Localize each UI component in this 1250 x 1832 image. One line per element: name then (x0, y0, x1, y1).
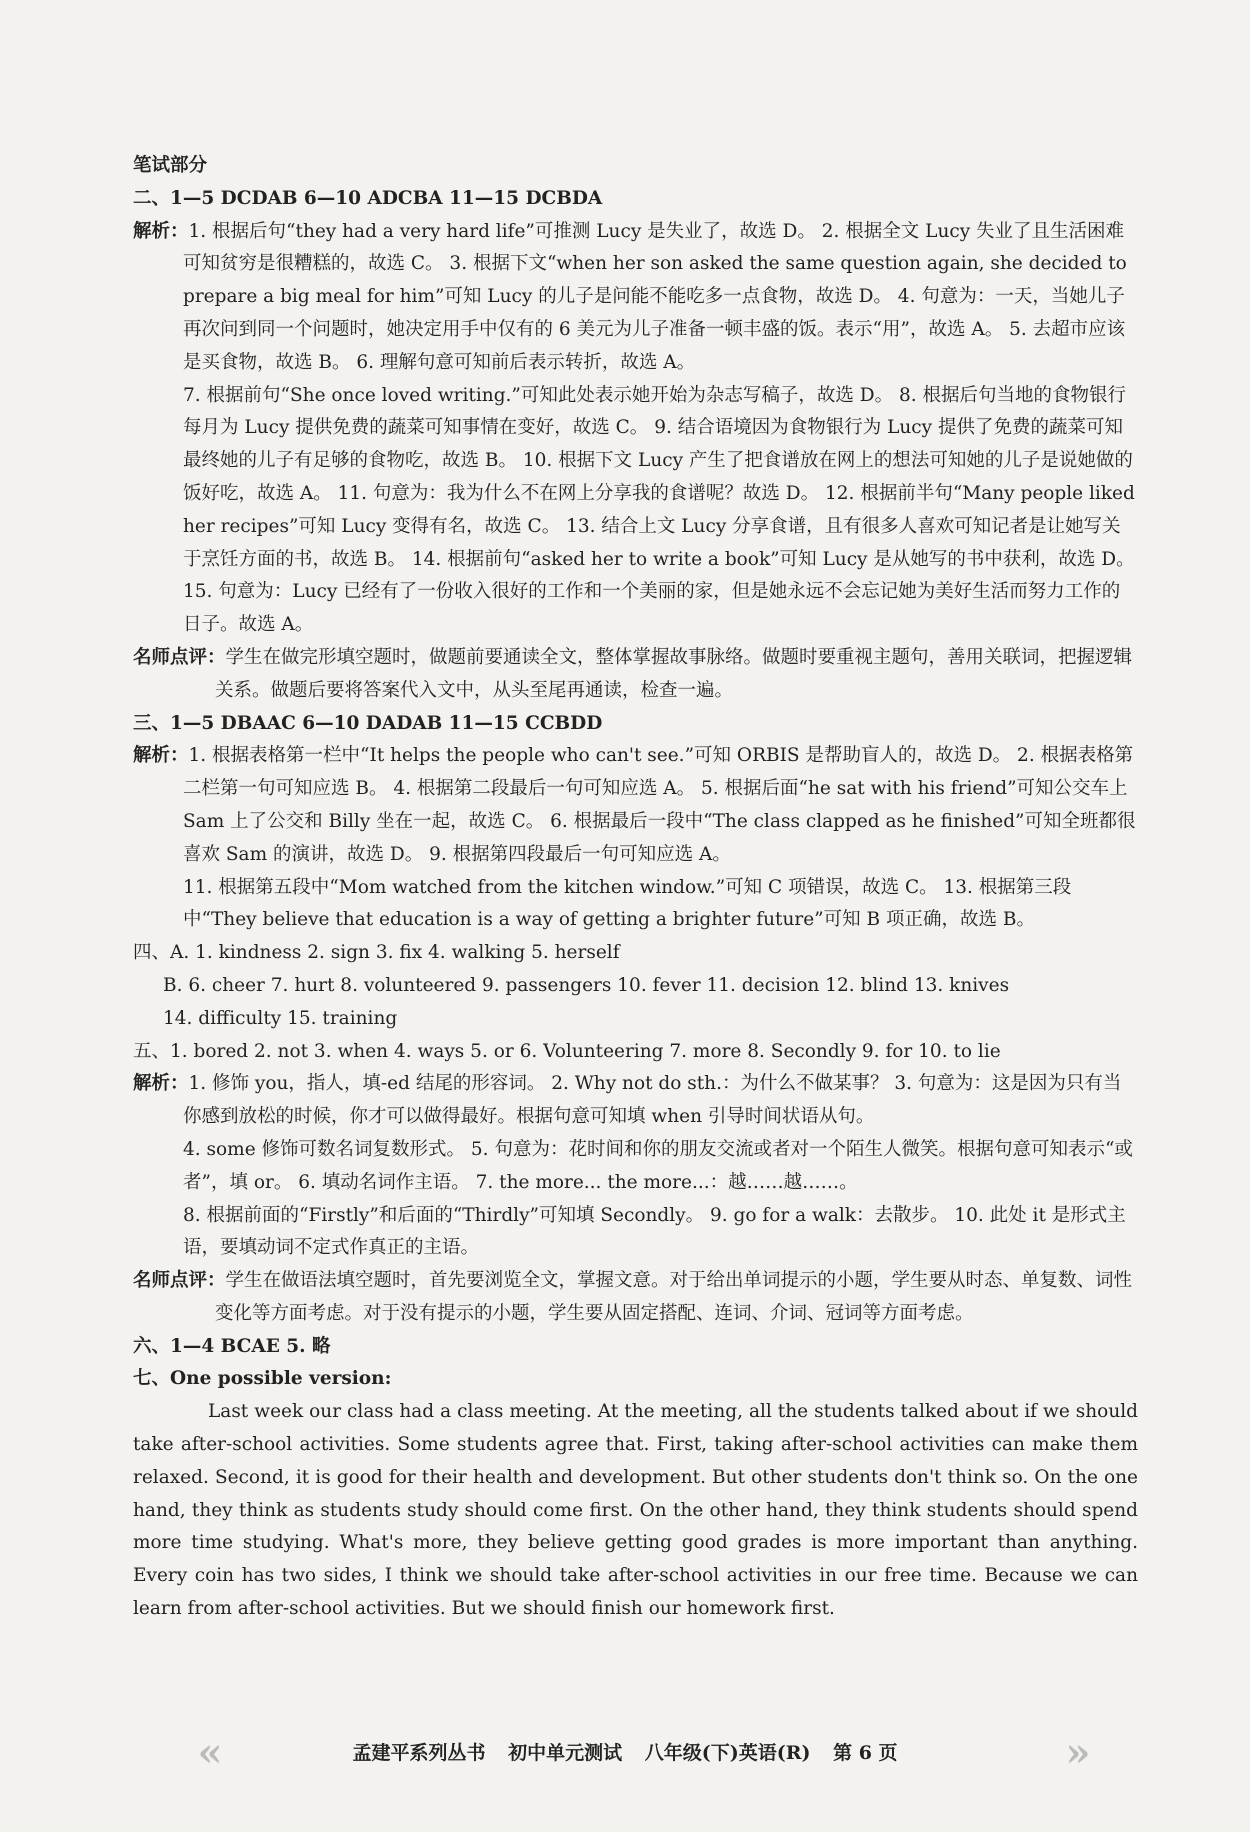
s6-answers: 六、1—4 BCAE 5. 略 (133, 1335, 331, 1357)
s3-answers: 三、1—5 DBAAC 6—10 DADAB 11—15 CCBDD (133, 712, 603, 734)
s7-essay: Last week our class had a class meeting. At the meeting, all the students talked about if we should take after-school activities. Some students agree that. First, taking after-school activities can make them relaxed. Second, it is good for their health and development. But other students don't think so. On the one hand, they think as students study should come first. On the other hand, they think students should spend more time studying. What's more, they believe getting good grades is more important than anything. Every coin has two sides, I think we should take after-school activities in our free time. Because we can learn from after-school activities. But we should finish our homework first. (133, 1401, 1138, 1620)
footer-grade: 八年级(下)英语(R) (644, 1742, 811, 1764)
s3-analysis-label: 解析： (133, 745, 189, 767)
footer-page: 第 6 页 (833, 1742, 898, 1764)
s5-analysis-label: 解析： (133, 1073, 189, 1095)
s4-line1: 四、A. 1. kindness 2. sign 3. fix 4. walking 5. herself (133, 942, 620, 964)
s2-answers: 二、1—5 DCDAB 6—10 ADCBA 11—15 DCBDA (133, 187, 603, 209)
s5-comment-label: 名师点评： (133, 1270, 226, 1292)
chevron-right-icon: » (1065, 1729, 1091, 1776)
s2-analysis (133, 216, 1138, 380)
s5-analysis-p1: 1. 修饰 you，指人，填-ed 结尾的形容词。 2. Why not do sth.：为什么不做某事？ 3. 句意为：这是因为只有当你感到放松的时候，你才可以做得最好。根据句意可知填 when 引导时间状语从句。 (183, 1073, 1122, 1128)
s5-analysis-p2: 4. some 修饰可数名词复数形式。 5. 句意为：花时间和你的朋友交流或者对一个陌生人微笑。根据句意可知表示“或者”，填 or。 6. 填动名词作主语。 7. the more... the more...：越……越……。 (183, 1138, 1133, 1193)
s5-analysis-p3: 8. 根据前面的“Firstly”和后面的“Thirdly”可知填 Secondly。 9. go for a walk：去散步。 10. 此处 it 是形式主语，要填动词不定式作真正的主语。 (183, 1204, 1126, 1259)
s4-line2: B. 6. cheer 7. hurt 8. volunteered 9. passengers 10. fever 11. decision 12. blind 13. knives (163, 974, 1010, 996)
s4-line3: 14. difficulty 15. training (163, 1007, 398, 1029)
s2-comment-text: 学生在做完形填空题时，做题前要通读全文，整体掌握故事脉络。做题时要重视主题句，善用关联词，把握逻辑关系。做题后要将答案代入文中，从头至尾再通读，检查一遍。 (215, 646, 1133, 701)
s5-answers: 五、1. bored 2. not 3. when 4. ways 5. or 6. Volunteering 7. more 8. Secondly 9. for 10. to lie (133, 1040, 1001, 1062)
footer-book: 初中单元测试 (508, 1742, 623, 1764)
s2-analysis-label: 解析： (133, 220, 189, 242)
s3-analysis-p1: 1. 根据表格第一栏中“It helps the people who can't see.”可知 ORBIS 是帮助盲人的，故选 D。 2. 根据表格第二栏第一句可知应选 B。 4. 根据第二段最后一句可知应选 A。 5. 根据后面“he sat with his friend”可知公交车上 Sam 上了公交和 Billy 坐在一起，故选 C。 6. 根据最后一段中“The class clapped as he finished”可知全班都很喜欢 Sam 的演讲，故选 D。 9. 根据第四段最后一句可知应选 A。 (183, 745, 1136, 865)
s3-analysis (133, 740, 1138, 871)
section-heading: 笔试部分 (133, 155, 208, 176)
s5-comment (133, 1265, 1138, 1331)
s2-comment (133, 642, 1138, 708)
s5-comment-text: 学生在做语法填空题时，首先要浏览全文，掌握文意。对于给出单词提示的小题，学生要从时态、单复数、词性变化等方面考虑。对于没有提示的小题，学生要从固定搭配、连词、介词、冠词等方面考虑。 (215, 1270, 1133, 1324)
s7-title: 七、One possible version: (133, 1368, 392, 1390)
chevron-left-icon: « (197, 1729, 223, 1776)
page-footer (0, 1728, 1250, 1778)
s2-comment-label: 名师点评： (133, 646, 226, 668)
s2-analysis-p2: 7. 根据前句“She once loved writing.”可知此处表示她开始为杂志写稿子，故选 D。 8. 根据后句当地的食物银行每月为 Lucy 提供免费的蔬菜可知事情在变好，故选 C。 9. 结合语境因为食物银行为 Lucy 提供了免费的蔬菜可知最终她的儿子有足够的食物吃，故选 B。 10. 根据下文 Lucy 产生了把食谱放在网上的想法可知她的儿子是说她做的饭好吃，故选 A。 11. 句意为：我为什么不在网上分享我的食谱呢？故选 D。 12. 根据前半句“Many people liked her recipes”可知 Lucy 变得有名，故选 C。 13. 结合上文 Lucy 分享食谱，且有很多人喜欢可知记者是让她写关于烹饪方面的书，故选 B。 14. 根据前句“asked her to write a book”可知 Lucy 是从她写的书中获利，故选 D。 15. 句意为：Lucy 已经有了一份收入很好的工作和一个美丽的家，但是她永远不会忘记她为美好生活而努力工作的日子。故选 A。 (183, 384, 1135, 636)
s2-analysis-p1: 1. 根据后句“they had a very hard life”可推测 Lucy 是失业了，故选 D。 2. 根据全文 Lucy 失业了且生活困难可知贫穷是很糟糕的，故选 C。 3. 根据下文“when her son asked the same question again, she decided to prepare a big meal for him”可知 Lucy 的儿子是问能不能吃多一点食物，故选 D。 4. 句意为：一天，当她儿子再次问到同一个问题时，她决定用手中仅有的 6 美元为儿子准备一顿丰盛的饭。表示“用”，故选 A。 5. 去超市应该是买食物，故选 B。 6. 理解句意可知前后表示转折，故选 A。 (183, 220, 1127, 373)
answer-page (133, 150, 1138, 1626)
s3-analysis-p2: 11. 根据第五段中“Mom watched from the kitchen window.”可知 C 项错误，故选 C。 13. 根据第三段中“They believe that education is a way of getting a brighter future”可知 B 项正确，故选 B。 (183, 876, 1072, 931)
s5-analysis (133, 1068, 1138, 1134)
footer-series: 孟建平系列丛书 (352, 1742, 486, 1764)
